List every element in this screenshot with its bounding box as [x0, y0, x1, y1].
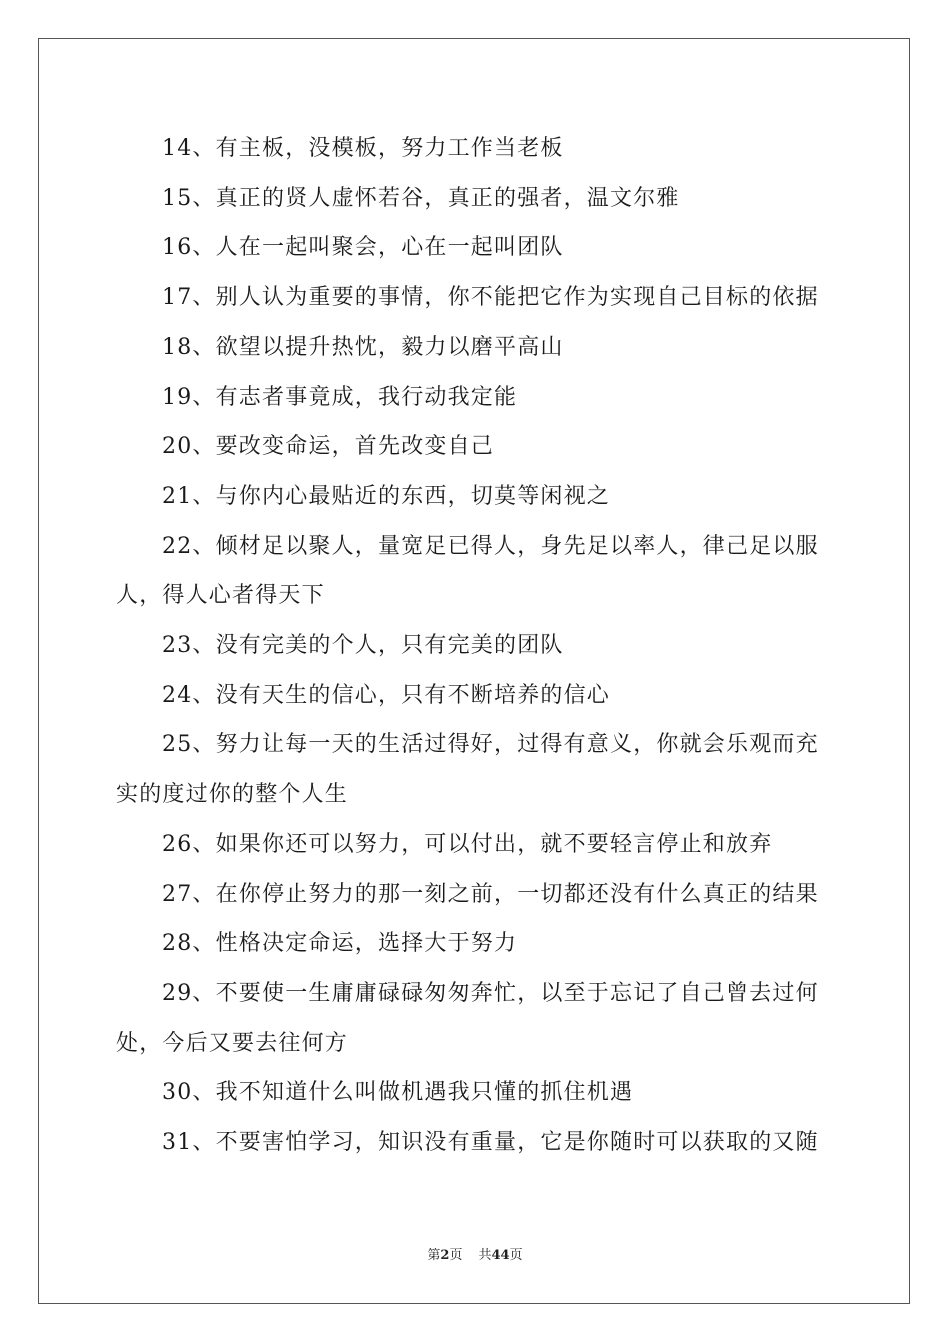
total-suffix: 页	[509, 1248, 523, 1263]
paragraph-24: 24、没有天生的信心，只有不断培养的信心	[162, 682, 610, 708]
paragraph-16: 16、人在一起叫聚会，心在一起叫团队	[162, 235, 564, 261]
paragraph-27: 27、在你停止努力的那一刻之前，一切都还没有什么真正的结果	[162, 881, 819, 907]
paragraph-26: 26、如果你还可以努力，可以付出，就不要轻言停止和放弃	[162, 831, 773, 857]
page-footer	[0, 1247, 950, 1265]
document-body	[116, 124, 836, 1168]
paragraph-22: 22、倾材足以聚人，量宽足已得人，身先足以率人，律己足以服人，得人心者得天下	[116, 533, 819, 609]
page-prefix: 第	[427, 1248, 441, 1263]
total-pages: 44	[491, 1248, 510, 1263]
paragraph-21: 21、与你内心最贴近的东西，切莫等闲视之	[162, 483, 610, 509]
paragraph-18: 18、欲望以提升热忱，毅力以磨平高山	[162, 334, 564, 360]
paragraph-25: 25、努力让每一天的生活过得好，过得有意义，你就会乐观而充实的度过你的整个人生	[116, 732, 819, 808]
total-prefix: 共	[478, 1248, 492, 1263]
page-number: 2	[440, 1248, 450, 1263]
paragraph-20: 20、要改变命运，首先改变自己	[162, 434, 494, 460]
paragraph-23: 23、没有完美的个人，只有完美的团队	[162, 633, 564, 659]
page-suffix: 页	[449, 1248, 463, 1263]
paragraph-28: 28、性格决定命运，选择大于努力	[162, 931, 518, 957]
paragraph-14: 14、有主板，没模板，努力工作当老板	[162, 136, 564, 161]
paragraph-29: 29、不要使一生庸庸碌碌匆匆奔忙，以至于忘记了自己曾去过何处，今后又要去往何方	[116, 980, 819, 1056]
paragraph-30: 30、我不知道什么叫做机遇我只懂的抓住机遇	[162, 1080, 634, 1106]
paragraph-15: 15、真正的贤人虚怀若谷，真正的强者，温文尔雅	[162, 185, 680, 211]
paragraph-31: 31、不要害怕学习，知识没有重量，它是你随时可以获取的又随	[162, 1130, 819, 1156]
paragraph-19: 19、有志者事竟成，我行动我定能	[162, 384, 518, 410]
paragraph-17: 17、别人认为重要的事情，你不能把它作为实现自己目标的依据	[162, 285, 819, 311]
